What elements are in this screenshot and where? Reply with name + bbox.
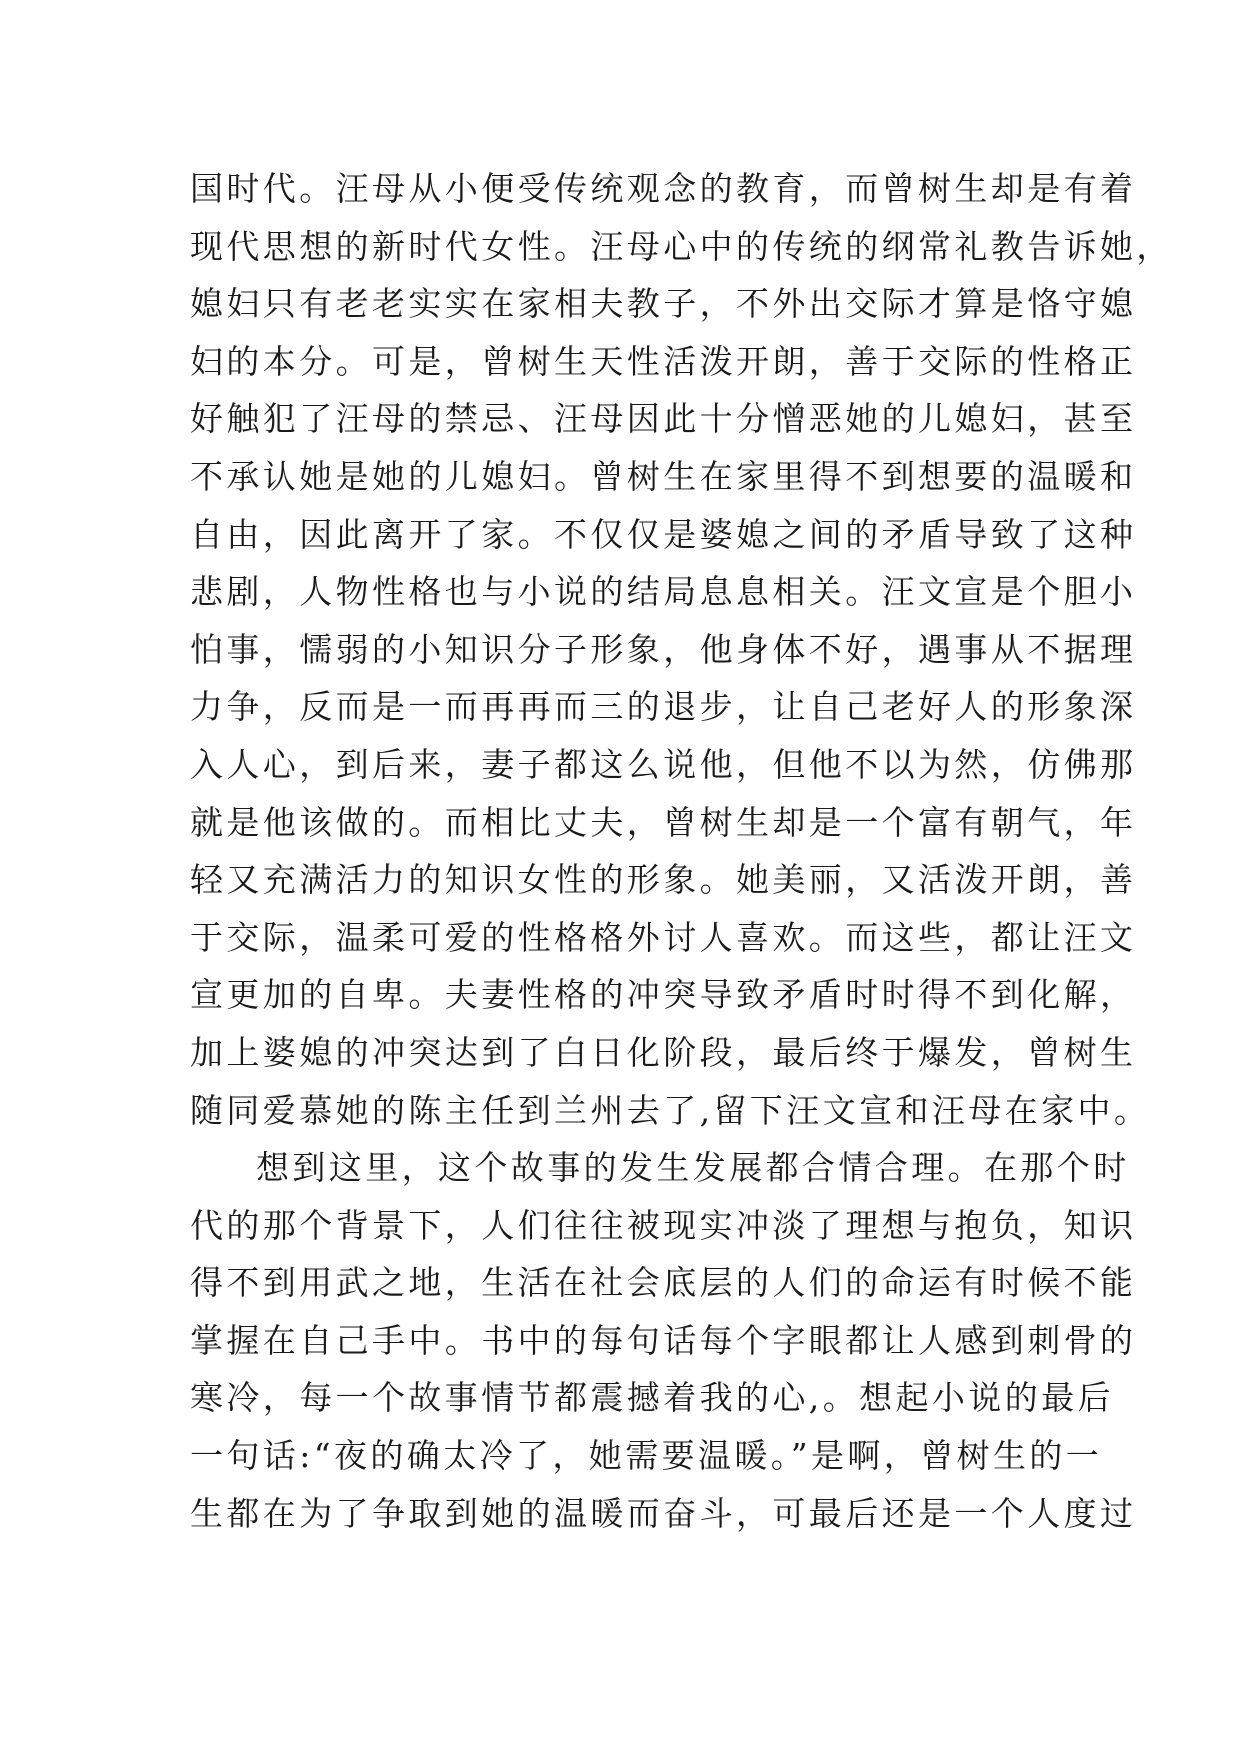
text-line: 就是他该做的。而相比丈夫，曾树生却是一个富有朝气，年 [190,802,1137,842]
text-line: 于交际，温柔可爱的性格格外讨人喜欢。而这些，都让汪文 [190,917,1137,957]
paragraph-start-line: 想到这里，这个故事的发生发展都合情合理。在那个时 [256,1148,1130,1188]
text-line: 好触犯了汪母的禁忌、汪母因此十分憎恶她的儿媳妇，甚至 [190,399,1137,439]
text-line: 妇的本分。可是，曾树生天性活泼开朗，善于交际的性格正 [190,341,1137,381]
text-line: 自由，因此离开了家。不仅仅是婆媳之间的矛盾导致了这种 [190,514,1137,554]
text-line: 力争，反而是一而再再而三的退步，让自己老好人的形象深 [190,687,1137,727]
text-line: 媳妇只有老老实实在家相夫教子，不外出交际才算是恪守媳 [190,284,1137,324]
text-line: 生都在为了争取到她的温暖而奋斗，可最后还是一个人度过 [190,1493,1137,1533]
text-line: 国时代。汪母从小便受传统观念的教育，而曾树生却是有着 [190,169,1137,208]
text-line: 悲剧，人物性格也与小说的结局息息相关。汪文宣是个胆小 [190,572,1137,612]
body-text [190,160,1173,1542]
text-line: 轻又充满活力的知识女性的形象。她美丽，又活泼开朗，善 [190,860,1137,900]
text-line: 掌握在自己手中。书中的每句话每个字眼都让人感到刺骨的 [190,1320,1137,1360]
text-line: 一句话:“夜的确太冷了，她需要温暖。”是啊，曾树生的一 [190,1436,1103,1476]
text-line: 得不到用武之地，生活在社会底层的人们的命运有时候不能 [190,1263,1137,1303]
text-line: 加上婆媳的冲突达到了白日化阶段，最后终于爆发，曾树生 [190,1032,1137,1072]
text-line: 随同爱慕她的陈主任到兰州去了,留下汪文宣和汪母在家中。 [190,1090,1151,1130]
text-line: 寒冷，每一个故事情节都震撼着我的心,。想起小说的最后 [190,1378,1114,1418]
text-line: 宣更加的自卑。夫妻性格的冲突导致矛盾时时得不到化解， [190,975,1137,1015]
text-line: 怕事，懦弱的小知识分子形象，他身体不好，遇事从不据理 [190,629,1137,669]
text-line: 代的那个背景下，人们往往被现实冲淡了理想与抱负，知识 [190,1205,1137,1245]
text-line: 入人心，到后来，妻子都这么说他，但他不以为然，仿佛那 [190,744,1137,784]
text-line: 现代思想的新时代女性。汪母心中的传统的纲常礼教告诉她， [190,226,1173,266]
text-line: 不承认她是她的儿媳妇。曾树生在家里得不到想要的温暖和 [190,456,1137,496]
